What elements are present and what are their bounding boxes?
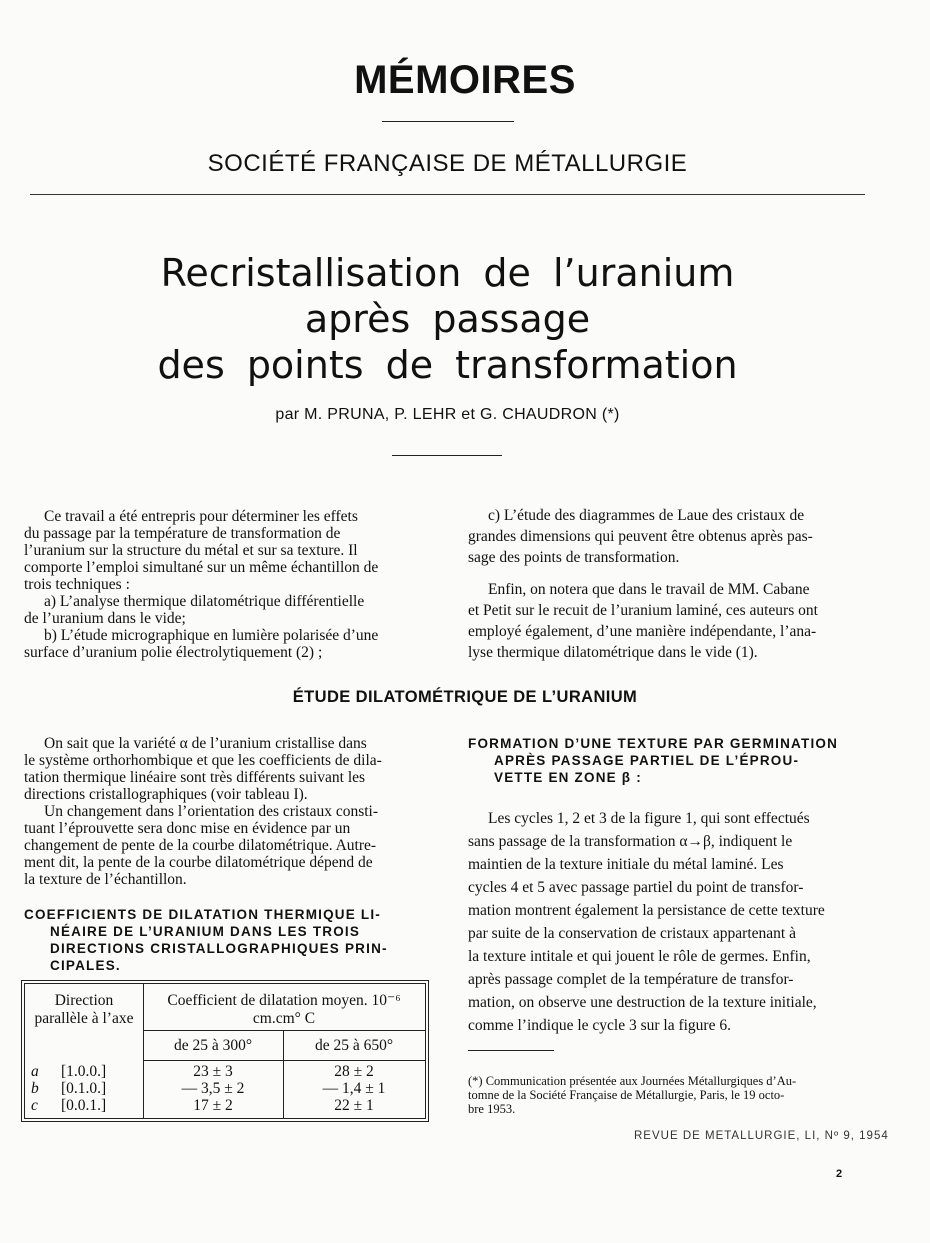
text-line: tuant l’éprouvette sera donc mise en évidence par un — [24, 820, 351, 837]
footnote — [468, 1074, 864, 1116]
value-cell: — 3,5 ± 2 — [181, 1080, 245, 1097]
value-cell: 28 ± 2 — [334, 1063, 374, 1080]
text-line: Les cycles 1, 2 et 3 de la figure 1, qui sont effectués — [488, 810, 810, 827]
caption-line: DIRECTIONS CRISTALLOGRAPHIQUES PRIN- — [50, 941, 388, 956]
text-line: de l’uranium dans le vide; — [24, 610, 186, 627]
axis-label: b — [31, 1080, 39, 1097]
value-cell: 22 ± 1 — [334, 1097, 374, 1114]
text-line: l’uranium sur la structure du métal et sur sa texture. Il — [24, 542, 358, 559]
paragraph-gap — [468, 568, 864, 579]
text-line: On sait que la variété α de l’uranium cristallise dans — [44, 735, 367, 752]
journal-reference: REVUE DE METALLURGIE, LI, Nº 9, 1954 — [634, 1130, 889, 1142]
text-line: par suite de la conservation de cristaux appartenant à — [468, 925, 796, 942]
text-line: comporte l’emploi simultané sur un même échantillon de — [24, 559, 379, 576]
text-line: la texture de l’échantillon. — [24, 871, 187, 888]
section-heading: ÉTUDE DILATOMÉTRIQUE DE L’URANIUM — [292, 688, 638, 706]
text-line: changement de pente de la courbe dilatométrique. Autre- — [24, 837, 377, 854]
table-divider — [143, 1060, 425, 1061]
text-line: et Petit sur le recuit de l’uranium laminé, ces auteurs ont — [468, 602, 818, 619]
value-cell: 23 ± 3 — [193, 1063, 233, 1080]
intro-right-column — [468, 505, 864, 663]
caption-line: COEFFICIENTS DE DILATATION THERMIQUE LI- — [24, 907, 381, 922]
text-line: a) L’analyse thermique dilatométrique différentielle — [44, 593, 365, 610]
article-title — [0, 250, 895, 388]
value-cell: — 1,4 ± 1 — [322, 1080, 386, 1097]
authors-divider — [392, 455, 502, 456]
text-line: grandes dimensions qui peuvent être obtenus après pas- — [468, 528, 813, 545]
text-line: lyse thermique dilatométrique dans le vide (1). — [468, 644, 758, 661]
text-line: maintien de la texture initiale du métal laminé. Les — [468, 856, 784, 873]
header-line: cm.cm° C — [252, 1010, 316, 1027]
header-rule — [30, 194, 865, 195]
text-line: mation montrent également la persistance de cette texture — [468, 902, 825, 919]
heading-line: APRÈS PASSAGE PARTIEL DE L’ÉPROU- — [494, 753, 800, 768]
title-divider — [382, 121, 514, 122]
axis-label: a — [31, 1063, 39, 1080]
coefficient-table — [24, 983, 426, 1119]
text-line: comme l’indique le cycle 3 sur la figure 6. — [468, 1017, 731, 1034]
text-line: c) L’étude des diagrammes de Laue des cristaux de — [488, 507, 805, 524]
caption-line: CIPALES. — [50, 958, 121, 973]
header-range-300: de 25 à 300° — [173, 1037, 253, 1054]
footnote-rule — [468, 1050, 554, 1051]
direction-cell: [0.1.0.] — [61, 1080, 107, 1097]
text-line: mation, on observe une destruction de la texture initiale, — [468, 994, 817, 1011]
footnote-line: tomne de la Société Française de Métallurgie, Paris, le 19 octo- — [468, 1088, 785, 1102]
heading-line: FORMATION D’UNE TEXTURE PAR GERMINATION — [468, 736, 839, 751]
text-line: trois techniques : — [24, 576, 130, 593]
text-line: cycles 4 et 5 avec passage partiel du point de transfor- — [468, 879, 804, 896]
text-line: Un changement dans l’orientation des cristaux consti- — [44, 803, 379, 820]
footnote-line: (*) Communication présentée aux Journées Métallurgiques d’Au- — [468, 1074, 797, 1088]
article-title-line: après passage — [304, 297, 591, 341]
text-line: b) L’étude micrographique en lumière polarisée d’une — [44, 627, 379, 644]
text-line: la texture intitale et qui jouent le rôle de germes. Enfin, — [468, 948, 811, 965]
text-line: du passage par la température de transformation de — [24, 525, 341, 542]
header-line: Coefficient de dilatation moyen. 10⁻⁶ — [167, 992, 401, 1009]
direction-cell: [1.0.0.] — [61, 1063, 107, 1080]
page-number: 2 — [836, 1168, 843, 1180]
header-direction — [25, 992, 143, 1028]
authors-line: par M. PRUNA, P. LEHR et G. CHAUDRON (*) — [275, 406, 620, 423]
journal-section-title: MÉMOIRES — [354, 58, 576, 102]
text-line: après passage complet de la température de transfor- — [468, 971, 794, 988]
header-coefficient — [143, 992, 425, 1028]
footnote-line: bre 1953. — [468, 1102, 516, 1116]
axis-label: c — [31, 1097, 38, 1114]
article-title-line: Recristallisation de l’uranium — [160, 251, 735, 295]
text-line: sans passage de la transformation α→β, indiquent le — [468, 833, 793, 850]
text-line: surface d’uranium polie électrolytiquement (2) ; — [24, 644, 323, 661]
heading-line: VETTE EN ZONE β : — [494, 770, 642, 785]
text-line: ment dit, la pente de la courbe dilatométrique dépend de — [24, 854, 373, 871]
article-title-line: des points de transformation — [157, 343, 738, 387]
formation-heading — [468, 735, 864, 786]
caption-line: NÉAIRE DE L’URANIUM DANS LES TROIS — [50, 924, 361, 939]
intro-left-column — [24, 508, 424, 661]
header-range-650: de 25 à 650° — [314, 1037, 394, 1054]
header-line: Direction — [54, 992, 114, 1009]
text-line: sage des points de transformation. — [468, 549, 680, 566]
value-cell: 17 ± 2 — [193, 1097, 233, 1114]
section-right-column — [468, 807, 864, 1037]
text-line: employé également, d’une manière indépendante, l’ana- — [468, 623, 817, 640]
table-caption — [24, 906, 424, 974]
header-line: parallèle à l’axe — [34, 1010, 134, 1027]
text-line: directions cristallographiques (voir tableau I). — [24, 786, 308, 803]
society-name: SOCIÉTÉ FRANÇAISE DE MÉTALLURGIE — [207, 150, 688, 177]
text-line: le système orthorhombique et que les coefficients de dila- — [24, 752, 382, 769]
section-left-column — [24, 735, 424, 888]
text-line: Ce travail a été entrepris pour déterminer les effets — [44, 508, 358, 525]
table-divider — [143, 1030, 425, 1031]
text-line: Enfin, on notera que dans le travail de MM. Cabane — [488, 581, 810, 598]
direction-cell: [0.0.1.] — [61, 1097, 107, 1114]
text-line: tation thermique linéaire sont très différents suivant les — [24, 769, 366, 786]
